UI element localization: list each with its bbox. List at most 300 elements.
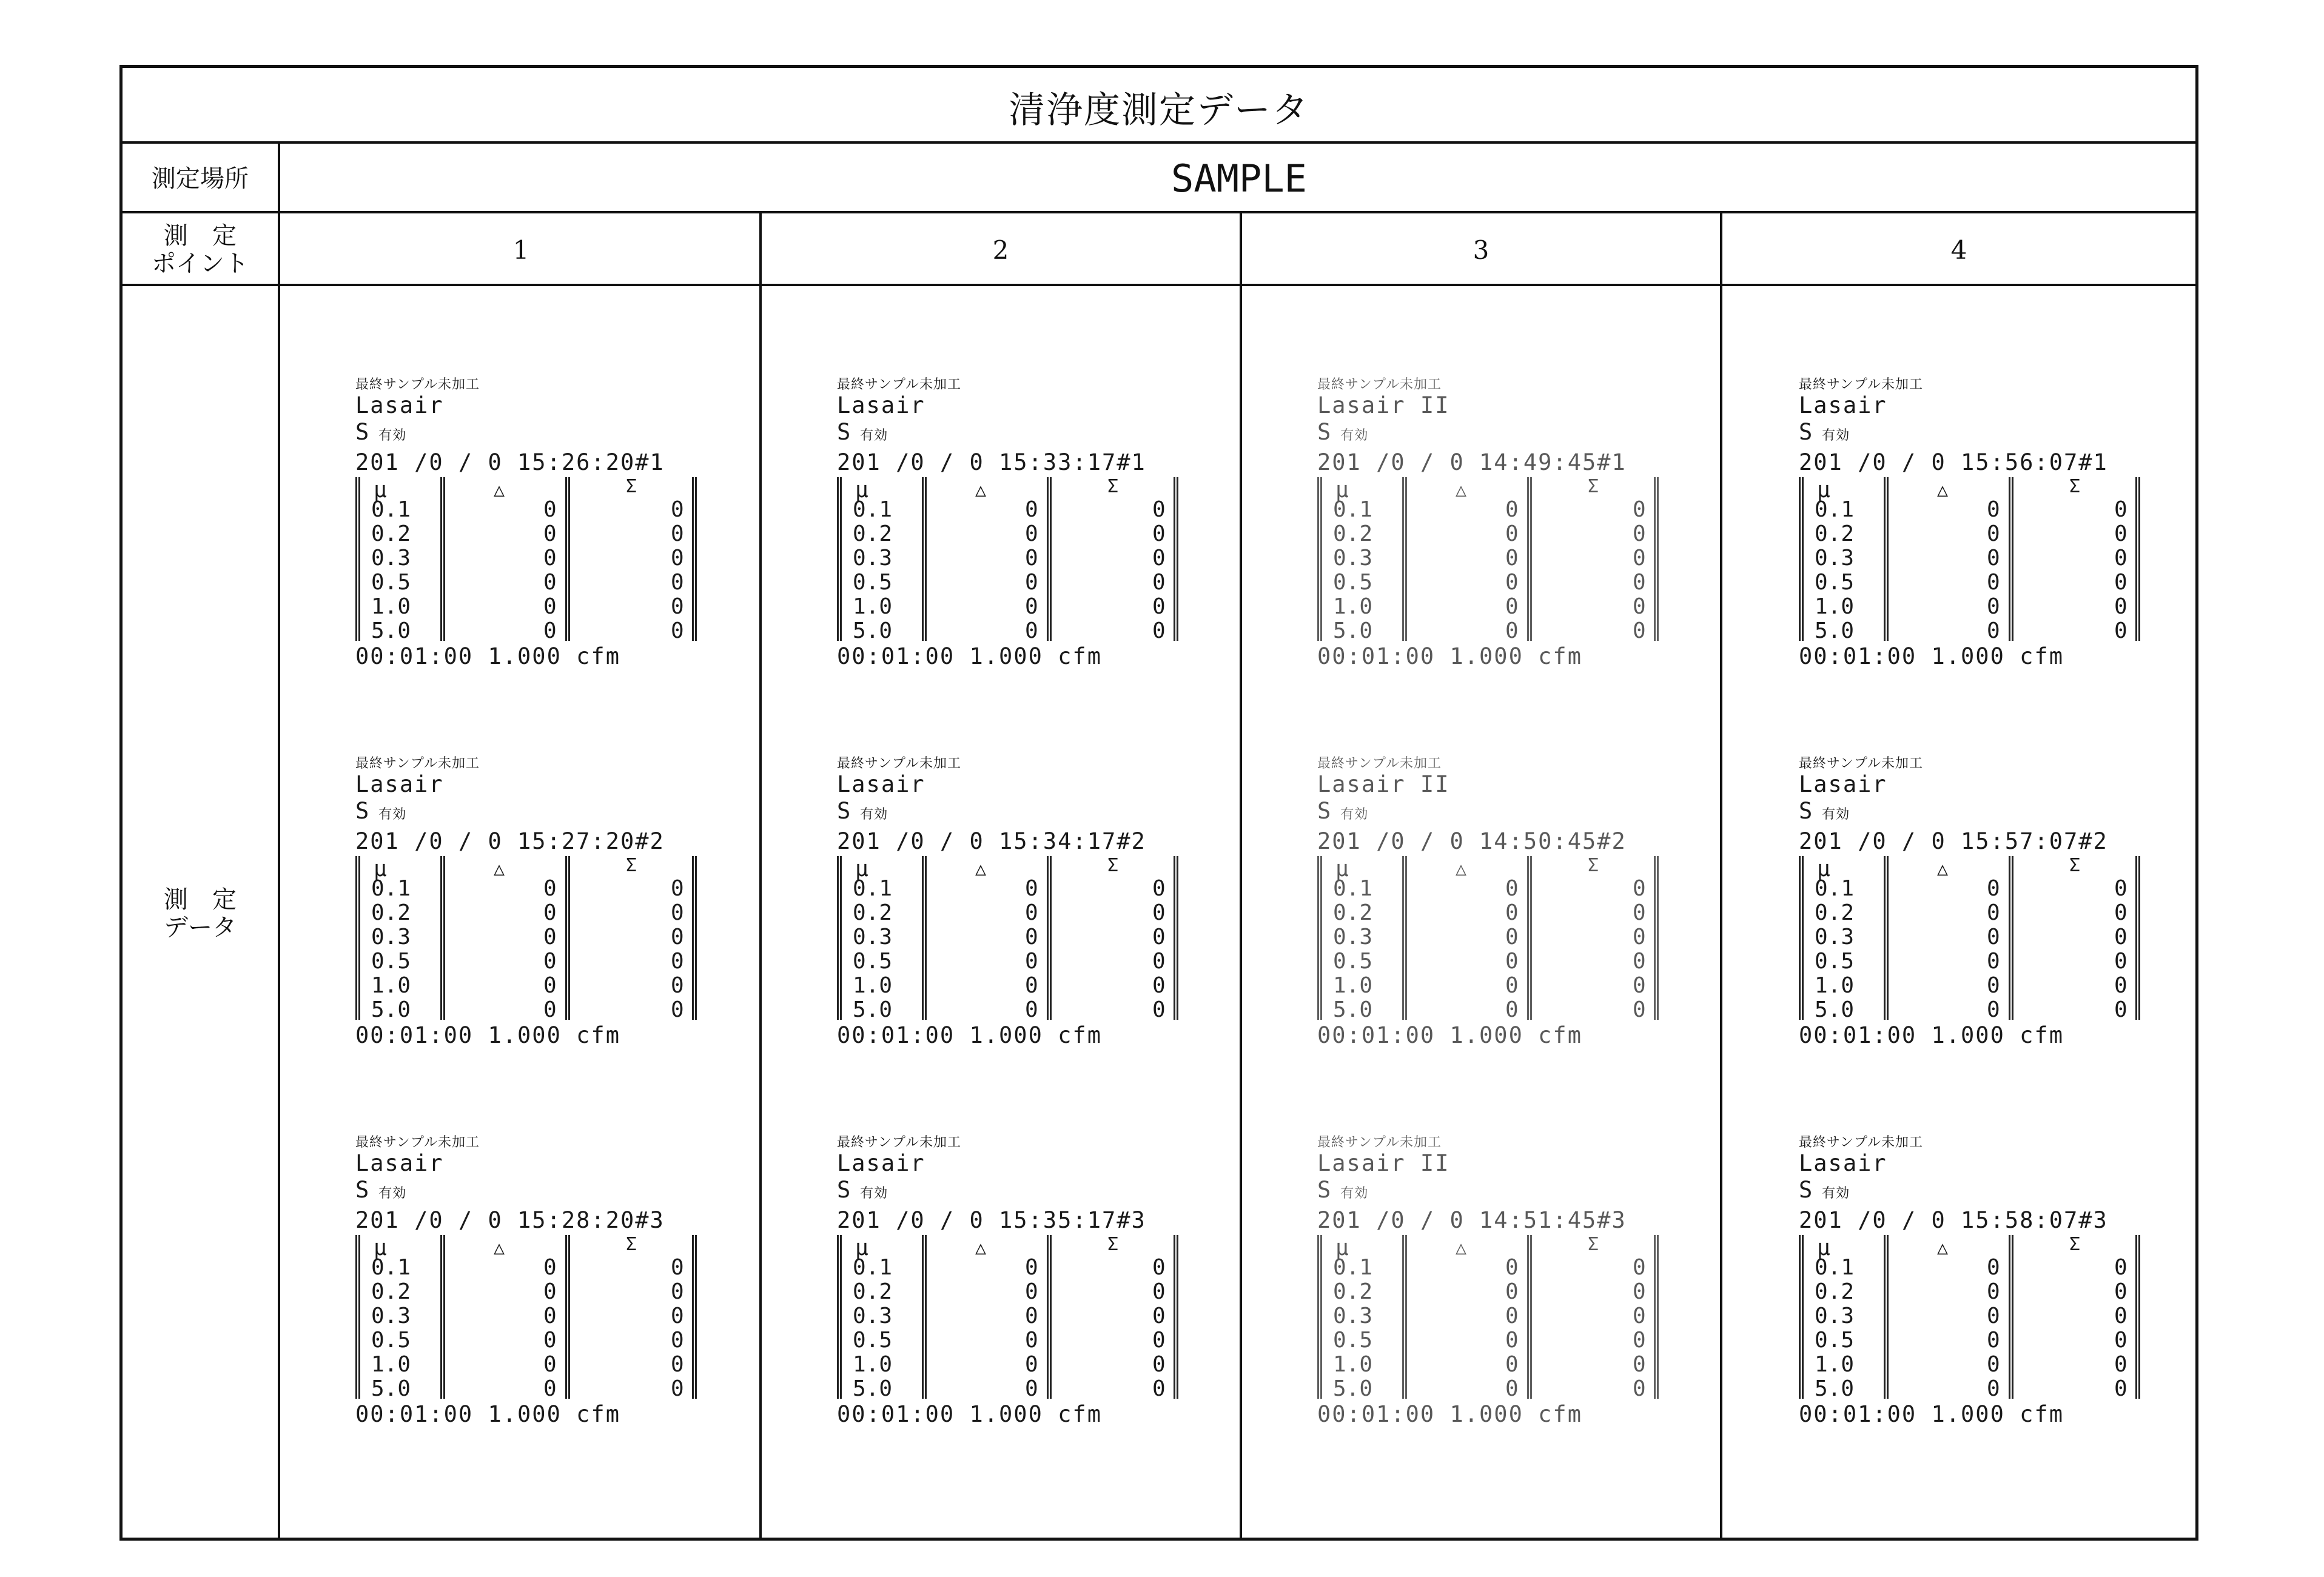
delta-count: 0 [543, 1304, 557, 1328]
particle-size: 0.3 [1333, 1304, 1373, 1328]
table-rule [1654, 477, 1659, 641]
table-rule [1317, 856, 1322, 1020]
sigma-count: 0 [2114, 997, 2128, 1022]
sigma-count: 0 [671, 1352, 684, 1377]
sigma-count: 0 [2114, 546, 2128, 571]
delta-count: 0 [1025, 1255, 1038, 1280]
particle-size: 0.2 [853, 521, 893, 546]
particle-size: 0.5 [1815, 570, 1855, 595]
particle-size: 0.2 [1333, 521, 1373, 546]
table-rule [440, 856, 445, 1020]
table-rule [1174, 856, 1178, 1020]
measurement-record [1799, 753, 2163, 1049]
particle-size: 0.1 [371, 1255, 411, 1280]
sigma-count: 0 [2114, 925, 2128, 949]
status-line [837, 419, 1201, 449]
particle-size: 1.0 [853, 973, 893, 998]
device-name: Lasair II [1317, 1150, 1450, 1176]
sigma-column-header: Σ [1107, 476, 1119, 497]
particle-size: 0.5 [853, 570, 893, 595]
particle-size: 0.1 [853, 497, 893, 522]
status-line [1317, 1177, 1681, 1207]
sigma-count: 0 [1633, 570, 1646, 595]
delta-count: 0 [543, 1279, 557, 1304]
sigma-column-header: Σ [2069, 855, 2081, 876]
particle-size: 0.1 [371, 497, 411, 522]
record-footer: 00:01:00 1.000 cfm [355, 643, 620, 669]
particle-size: 0.5 [1815, 949, 1855, 974]
sigma-count: 0 [2114, 973, 2128, 998]
particle-table [837, 477, 1201, 641]
sigma-count: 0 [1633, 900, 1646, 925]
measurement-record [1799, 374, 2163, 670]
delta-count: 0 [1025, 973, 1038, 998]
status-line [1317, 419, 1681, 449]
measurement-record [837, 1132, 1201, 1428]
particle-table [1317, 477, 1681, 641]
table-rule [1527, 477, 1532, 641]
record-datetime: 201 /0 / 0 15:33:17#1 [837, 449, 1146, 475]
sigma-count: 0 [2114, 521, 2128, 546]
delta-count: 0 [543, 570, 557, 595]
table-rule [1047, 856, 1052, 1020]
particle-size: 0.1 [853, 876, 893, 901]
measurement-record [1317, 374, 1681, 670]
table-rule [2135, 856, 2140, 1020]
particle-size: 0.3 [371, 546, 411, 571]
table-rule [1654, 856, 1659, 1020]
delta-count: 0 [1987, 521, 2000, 546]
table-rule [922, 477, 927, 641]
particle-size: 0.5 [853, 1328, 893, 1353]
status-code: S [837, 1177, 852, 1203]
particle-size: 0.5 [1815, 1328, 1855, 1353]
status-code: S [1317, 798, 1332, 824]
measurement-record [355, 753, 719, 1049]
particle-size: 5.0 [1815, 997, 1855, 1022]
delta-column-header: △ [494, 1237, 505, 1259]
table-rule [355, 477, 360, 641]
table-rule [837, 1235, 842, 1399]
point-header-3: 3 [1242, 213, 1722, 286]
record-header: 最終サンプル未加工 [1799, 756, 1924, 771]
delta-count: 0 [1025, 1279, 1038, 1304]
sigma-count: 0 [2114, 497, 2128, 522]
device-name: Lasair [355, 392, 444, 418]
record-header: 最終サンプル未加工 [355, 756, 480, 771]
delta-column-header: △ [1456, 1237, 1467, 1259]
record-header: 最終サンプル未加工 [1317, 1135, 1442, 1150]
sigma-column-header: Σ [1588, 1234, 1599, 1255]
device-name: Lasair [837, 1150, 925, 1176]
sigma-count: 0 [671, 1255, 684, 1280]
particle-size: 0.2 [1333, 1279, 1373, 1304]
delta-count: 0 [1505, 618, 1519, 643]
delta-count: 0 [543, 546, 557, 571]
status-code: S [1799, 798, 1814, 824]
sigma-count: 0 [1152, 900, 1166, 925]
particle-size: 1.0 [1815, 973, 1855, 998]
table-rule [1402, 856, 1407, 1020]
sigma-count: 0 [671, 925, 684, 949]
delta-count: 0 [1025, 1376, 1038, 1401]
status-label: 有効 [1340, 428, 1369, 443]
size-column-header: μ [1817, 857, 1830, 882]
sigma-count: 0 [1152, 1304, 1166, 1328]
sigma-count: 0 [1633, 997, 1646, 1022]
particle-size: 0.2 [371, 1279, 411, 1304]
status-label: 有効 [860, 807, 888, 822]
status-label: 有効 [860, 428, 888, 443]
table-rule [922, 856, 927, 1020]
record-datetime: 201 /0 / 0 15:27:20#2 [355, 828, 665, 854]
sigma-count: 0 [1152, 570, 1166, 595]
sigma-column-header: Σ [2069, 1234, 2081, 1255]
delta-count: 0 [543, 876, 557, 901]
particle-table [837, 1235, 1201, 1399]
delta-count: 0 [1987, 973, 2000, 998]
delta-column-header: △ [1456, 480, 1467, 501]
delta-column-header: △ [494, 480, 505, 501]
size-column-header: μ [1817, 478, 1830, 503]
particle-size: 0.1 [371, 876, 411, 901]
record-header: 最終サンプル未加工 [837, 756, 962, 771]
particle-size: 0.2 [1815, 1279, 1855, 1304]
point-header-2: 2 [762, 213, 1242, 286]
delta-count: 0 [543, 497, 557, 522]
table-rule [2009, 1235, 2013, 1399]
status-line [837, 1177, 1201, 1207]
delta-count: 0 [1987, 1328, 2000, 1353]
delta-count: 0 [1505, 1376, 1519, 1401]
size-column-header: μ [855, 857, 868, 882]
status-label: 有効 [1822, 1186, 1850, 1201]
delta-count: 0 [1987, 546, 2000, 571]
sigma-count: 0 [2114, 876, 2128, 901]
delta-count: 0 [1987, 997, 2000, 1022]
delta-count: 0 [1025, 521, 1038, 546]
delta-count: 0 [543, 1376, 557, 1401]
record-footer: 00:01:00 1.000 cfm [1799, 1401, 2064, 1427]
sigma-column-header: Σ [626, 1234, 637, 1255]
delta-count: 0 [543, 1255, 557, 1280]
table-rule [565, 1235, 570, 1399]
particle-size: 0.1 [1333, 1255, 1373, 1280]
table-rule [1317, 1235, 1322, 1399]
location-label: 測定場所 [123, 144, 280, 213]
size-column-header: μ [1335, 1236, 1349, 1261]
sigma-count: 0 [1633, 973, 1646, 998]
size-column-header: μ [855, 478, 868, 503]
particle-size: 0.1 [853, 1255, 893, 1280]
delta-count: 0 [1987, 876, 2000, 901]
record-footer: 00:01:00 1.000 cfm [837, 1022, 1102, 1048]
sigma-count: 0 [671, 521, 684, 546]
delta-count: 0 [1505, 1328, 1519, 1353]
delta-count: 0 [543, 997, 557, 1022]
sigma-count: 0 [671, 973, 684, 998]
particle-size: 0.1 [1815, 1255, 1855, 1280]
particle-table [355, 477, 719, 641]
sigma-count: 0 [1152, 876, 1166, 901]
measurement-record [355, 374, 719, 670]
particle-size: 5.0 [1333, 997, 1373, 1022]
status-label: 有効 [1340, 1186, 1369, 1201]
sigma-count: 0 [1633, 1279, 1646, 1304]
particle-size: 0.1 [1815, 876, 1855, 901]
delta-count: 0 [1025, 570, 1038, 595]
sigma-count: 0 [1152, 618, 1166, 643]
table-rule [1047, 1235, 1052, 1399]
delta-count: 0 [1025, 925, 1038, 949]
particle-size: 0.5 [371, 570, 411, 595]
record-header: 最終サンプル未加工 [355, 1135, 480, 1150]
sigma-count: 0 [1633, 1255, 1646, 1280]
status-label: 有効 [1340, 807, 1369, 822]
delta-count: 0 [543, 521, 557, 546]
sigma-count: 0 [2114, 1279, 2128, 1304]
sigma-count: 0 [2114, 1304, 2128, 1328]
column-divider [759, 286, 762, 1541]
table-rule [837, 856, 842, 1020]
sigma-count: 0 [671, 949, 684, 974]
device-name: Lasair [355, 771, 444, 797]
delta-count: 0 [1505, 925, 1519, 949]
particle-size: 5.0 [1815, 618, 1855, 643]
record-datetime: 201 /0 / 0 15:57:07#2 [1799, 828, 2108, 854]
status-line [1799, 419, 2163, 449]
status-code: S [837, 798, 852, 824]
delta-column-header: △ [1937, 480, 1949, 501]
column-divider [1720, 286, 1722, 1541]
particle-size: 0.5 [371, 949, 411, 974]
delta-count: 0 [1505, 973, 1519, 998]
points-label: 測 定 ポイント [123, 213, 280, 286]
delta-count: 0 [1025, 497, 1038, 522]
particle-size: 0.2 [853, 1279, 893, 1304]
delta-count: 0 [1505, 900, 1519, 925]
table-rule [1174, 477, 1178, 641]
size-column-header: μ [374, 478, 387, 503]
record-datetime: 201 /0 / 0 15:58:07#3 [1799, 1207, 2108, 1233]
sigma-count: 0 [1633, 949, 1646, 974]
particle-table [355, 1235, 719, 1399]
status-line [1799, 1177, 2163, 1207]
sigma-count: 0 [671, 997, 684, 1022]
particle-size: 1.0 [853, 594, 893, 619]
record-header: 最終サンプル未加工 [1799, 1135, 1924, 1150]
particle-size: 1.0 [371, 973, 411, 998]
table-rule [565, 856, 570, 1020]
record-datetime: 201 /0 / 0 14:51:45#3 [1317, 1207, 1627, 1233]
record-footer: 00:01:00 1.000 cfm [355, 1022, 620, 1048]
table-rule [2009, 856, 2013, 1020]
sigma-count: 0 [1633, 594, 1646, 619]
sigma-column-header: Σ [1588, 476, 1599, 497]
sigma-count: 0 [1633, 925, 1646, 949]
table-rule [1527, 1235, 1532, 1399]
particle-size: 1.0 [1815, 594, 1855, 619]
sigma-count: 0 [2114, 1352, 2128, 1377]
particle-table [1799, 1235, 2163, 1399]
delta-count: 0 [543, 925, 557, 949]
device-name: Lasair [1799, 771, 1887, 797]
table-rule [692, 1235, 697, 1399]
status-label: 有効 [378, 1186, 407, 1201]
delta-count: 0 [1505, 1352, 1519, 1377]
sigma-count: 0 [671, 1279, 684, 1304]
sigma-count: 0 [2114, 949, 2128, 974]
sigma-count: 0 [1152, 546, 1166, 571]
particle-size: 0.1 [1815, 497, 1855, 522]
sigma-count: 0 [1633, 876, 1646, 901]
delta-count: 0 [1505, 876, 1519, 901]
delta-column-header: △ [1937, 859, 1949, 880]
status-code: S [1317, 1177, 1332, 1203]
particle-size: 1.0 [1333, 1352, 1373, 1377]
particle-size: 0.1 [1333, 497, 1373, 522]
sigma-count: 0 [671, 497, 684, 522]
size-column-header: μ [1335, 478, 1349, 503]
sigma-count: 0 [1633, 497, 1646, 522]
sigma-column-header: Σ [626, 476, 637, 497]
particle-size: 5.0 [853, 997, 893, 1022]
table-rule [355, 856, 360, 1020]
data-row [123, 286, 2195, 1541]
location-row [123, 144, 2195, 213]
particle-size: 1.0 [853, 1352, 893, 1377]
particle-size: 0.2 [853, 900, 893, 925]
sigma-count: 0 [671, 1376, 684, 1401]
table-rule [1884, 856, 1889, 1020]
delta-count: 0 [1987, 1376, 2000, 1401]
status-line [1317, 798, 1681, 828]
delta-count: 0 [1987, 618, 2000, 643]
delta-count: 0 [1987, 1352, 2000, 1377]
particle-table [1317, 1235, 1681, 1399]
particle-size: 5.0 [1333, 1376, 1373, 1401]
sigma-count: 0 [1633, 1304, 1646, 1328]
particle-size: 0.3 [853, 546, 893, 571]
record-datetime: 201 /0 / 0 15:56:07#1 [1799, 449, 2108, 475]
particle-size: 0.3 [1815, 1304, 1855, 1328]
delta-count: 0 [1025, 1352, 1038, 1377]
record-datetime: 201 /0 / 0 15:35:17#3 [837, 1207, 1146, 1233]
delta-column-header: △ [1937, 1237, 1949, 1259]
delta-count: 0 [1025, 618, 1038, 643]
table-rule [355, 1235, 360, 1399]
record-header: 最終サンプル未加工 [837, 377, 962, 392]
delta-column-header: △ [1456, 859, 1467, 880]
column-divider [1240, 286, 1242, 1541]
delta-count: 0 [1987, 900, 2000, 925]
delta-count: 0 [1505, 546, 1519, 571]
sigma-count: 0 [671, 1304, 684, 1328]
particle-size: 0.5 [1333, 949, 1373, 974]
sigma-column-header: Σ [1588, 855, 1599, 876]
sigma-count: 0 [2114, 1255, 2128, 1280]
points-row [123, 213, 2195, 286]
table-rule [565, 477, 570, 641]
record-header: 最終サンプル未加工 [355, 377, 480, 392]
delta-count: 0 [543, 949, 557, 974]
table-rule [2135, 477, 2140, 641]
status-code: S [1317, 419, 1332, 445]
record-header: 最終サンプル未加工 [1317, 377, 1442, 392]
delta-count: 0 [543, 594, 557, 619]
status-code: S [355, 798, 371, 824]
sigma-count: 0 [671, 570, 684, 595]
sigma-count: 0 [1152, 973, 1166, 998]
record-footer: 00:01:00 1.000 cfm [1317, 1401, 1582, 1427]
sigma-count: 0 [1152, 1352, 1166, 1377]
sigma-count: 0 [671, 594, 684, 619]
sigma-count: 0 [2114, 1328, 2128, 1353]
particle-size: 1.0 [1333, 594, 1373, 619]
table-rule [1799, 856, 1804, 1020]
particle-size: 0.2 [1333, 900, 1373, 925]
status-label: 有効 [1822, 428, 1850, 443]
particle-size: 0.3 [853, 925, 893, 949]
measurement-record [1317, 753, 1681, 1049]
data-label: 測 定 データ [123, 286, 280, 1541]
record-header: 最終サンプル未加工 [1317, 756, 1442, 771]
table-rule [1527, 856, 1532, 1020]
record-footer: 00:01:00 1.000 cfm [1317, 1022, 1582, 1048]
measurement-sheet [119, 65, 2198, 1541]
sigma-count: 0 [671, 900, 684, 925]
record-footer: 00:01:00 1.000 cfm [837, 643, 1102, 669]
delta-count: 0 [543, 1352, 557, 1377]
delta-count: 0 [1025, 997, 1038, 1022]
record-footer: 00:01:00 1.000 cfm [837, 1401, 1102, 1427]
particle-size: 5.0 [853, 1376, 893, 1401]
measurement-record [355, 1132, 719, 1428]
particle-size: 5.0 [371, 997, 411, 1022]
record-footer: 00:01:00 1.000 cfm [1799, 643, 2064, 669]
device-name: Lasair [837, 771, 925, 797]
delta-count: 0 [1505, 1255, 1519, 1280]
particle-size: 1.0 [1815, 1352, 1855, 1377]
particle-size: 0.5 [371, 1328, 411, 1353]
particle-size: 0.3 [1815, 925, 1855, 949]
delta-count: 0 [1505, 949, 1519, 974]
device-name: Lasair II [1317, 392, 1450, 418]
record-datetime: 201 /0 / 0 14:50:45#2 [1317, 828, 1627, 854]
delta-count: 0 [1987, 570, 2000, 595]
sigma-count: 0 [1152, 1279, 1166, 1304]
delta-count: 0 [1505, 497, 1519, 522]
table-rule [1402, 477, 1407, 641]
delta-column-header: △ [975, 859, 987, 880]
record-header: 最終サンプル未加工 [837, 1135, 962, 1150]
sigma-count: 0 [1152, 997, 1166, 1022]
status-label: 有効 [1822, 807, 1850, 822]
status-line [355, 1177, 719, 1207]
particle-size: 0.3 [1333, 925, 1373, 949]
sigma-count: 0 [1152, 949, 1166, 974]
particle-size: 0.3 [853, 1304, 893, 1328]
particle-size: 0.3 [1333, 546, 1373, 571]
particle-table [1317, 856, 1681, 1020]
delta-count: 0 [1025, 546, 1038, 571]
delta-count: 0 [1025, 900, 1038, 925]
particle-size: 0.1 [1333, 876, 1373, 901]
status-code: S [1799, 1177, 1814, 1203]
particle-size: 5.0 [371, 618, 411, 643]
delta-column-header: △ [975, 1237, 987, 1259]
delta-count: 0 [1987, 1255, 2000, 1280]
